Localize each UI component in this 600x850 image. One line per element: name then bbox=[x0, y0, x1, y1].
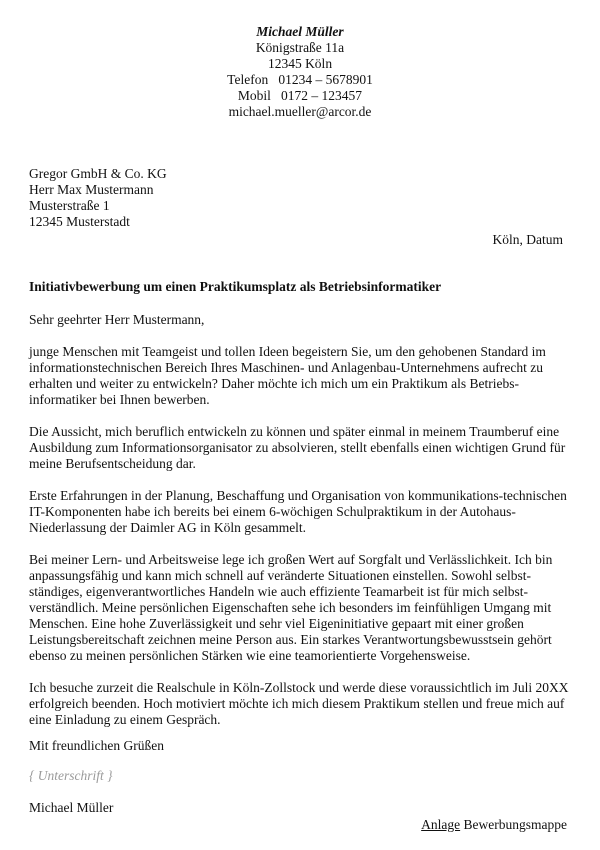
enclosure-label: Anlage bbox=[421, 817, 461, 832]
enclosure-line bbox=[421, 817, 567, 833]
enclosure-text: Bewerbungsmappe bbox=[463, 817, 567, 832]
sender-block bbox=[0, 24, 600, 120]
closing-phrase: Mit freundlichen Grüßen bbox=[29, 738, 164, 753]
sender-street: Königstraße 11a bbox=[255, 40, 345, 55]
letter-body bbox=[29, 312, 569, 744]
body-paragraph: Bei meiner Lern- und Arbeitsweise lege ich großen Wert auf Sorgfalt und Verlässlichkeit. Ich bin anpassungsfähig und kann mich schnell auf veränderte Situationen einstellen. Sowohl selbst-ständiges, eigenverantwortliches Handeln wie auch effiziente Teamarbeit ist für mich selbst-verständlich. Meine persönlichen Eigenschaften sehe ich besonders im feinfühligen Umgang mit Menschen. Eine hohe Zuverlässigkeit und sehr viel Eigeninitiative gepaart mit einer großen Leistungsbereitschaft zeichnen meine Person aus. Ein starkes Verantwortungsbewusstsein gehört ebenso zu meinen persönlichen Stärken wie eine teamorientierte Vorgehensweise. bbox=[29, 552, 553, 663]
recipient-company: Gregor GmbH & Co. KG bbox=[29, 166, 167, 181]
sender-city: 12345 Köln bbox=[267, 56, 333, 71]
letter-date: Köln, Datum bbox=[492, 232, 563, 247]
recipient-street: Musterstraße 1 bbox=[29, 198, 110, 213]
sender-phone: Telefon 01234 – 5678901 bbox=[227, 72, 373, 87]
body-paragraph: Erste Erfahrungen in der Planung, Beschaffung und Organisation von kommunikations-technischen IT-Komponenten habe ich bereits bei einem 6-wöchigen Schulpraktikum in der Autohaus-Niederlassung der Daimler AG in Köln gesammelt. bbox=[29, 488, 567, 535]
body-paragraph: Ich besuche zurzeit die Realschule in Köln-Zollstock und werde diese voraussichtlich im Juli 20XX erfolgreich beenden. Hoch motiviert möchte ich mich diesem Praktikum stellen und freue mich auf eine Einladung zu einem Gespräch. bbox=[29, 680, 569, 727]
body-paragraph: Die Aussicht, mich beruflich entwickeln zu können und später einmal in meinem Traumberuf eine Ausbildung zum Informationsorganisator zu absolvieren, stellt ebenfalls einen wichtigen Grund für meine Berufsentscheidung dar. bbox=[29, 424, 566, 471]
recipient-city: 12345 Musterstadt bbox=[29, 214, 130, 229]
salutation: Sehr geehrter Herr Mustermann, bbox=[29, 312, 205, 327]
subject-line: Initiativbewerbung um einen Praktikumsplatz als Betriebsinformatiker bbox=[29, 279, 442, 294]
recipient-person: Herr Max Mustermann bbox=[29, 182, 154, 197]
recipient-block bbox=[29, 166, 167, 230]
signer-name: Michael Müller bbox=[29, 800, 114, 815]
body-paragraph: junge Menschen mit Teamgeist und tollen Ideen begeistern Sie, um den gehobenen Standard im informationstechnischen Bereich Ihres Maschinen- und Anlagenbau-Unternehmens aufrecht zu erhalten und weiter zu entwickeln? Daher möchte ich mich um ein Praktikum als Betriebs-informatiker bei Ihnen bewerben. bbox=[29, 344, 546, 407]
sender-email: michael.mueller@arcor.de bbox=[228, 104, 372, 119]
signature-placeholder: { Unterschrift } bbox=[29, 768, 113, 783]
sender-mobile: Mobil 0172 – 123457 bbox=[237, 88, 363, 103]
sender-name: Michael Müller bbox=[256, 24, 344, 39]
